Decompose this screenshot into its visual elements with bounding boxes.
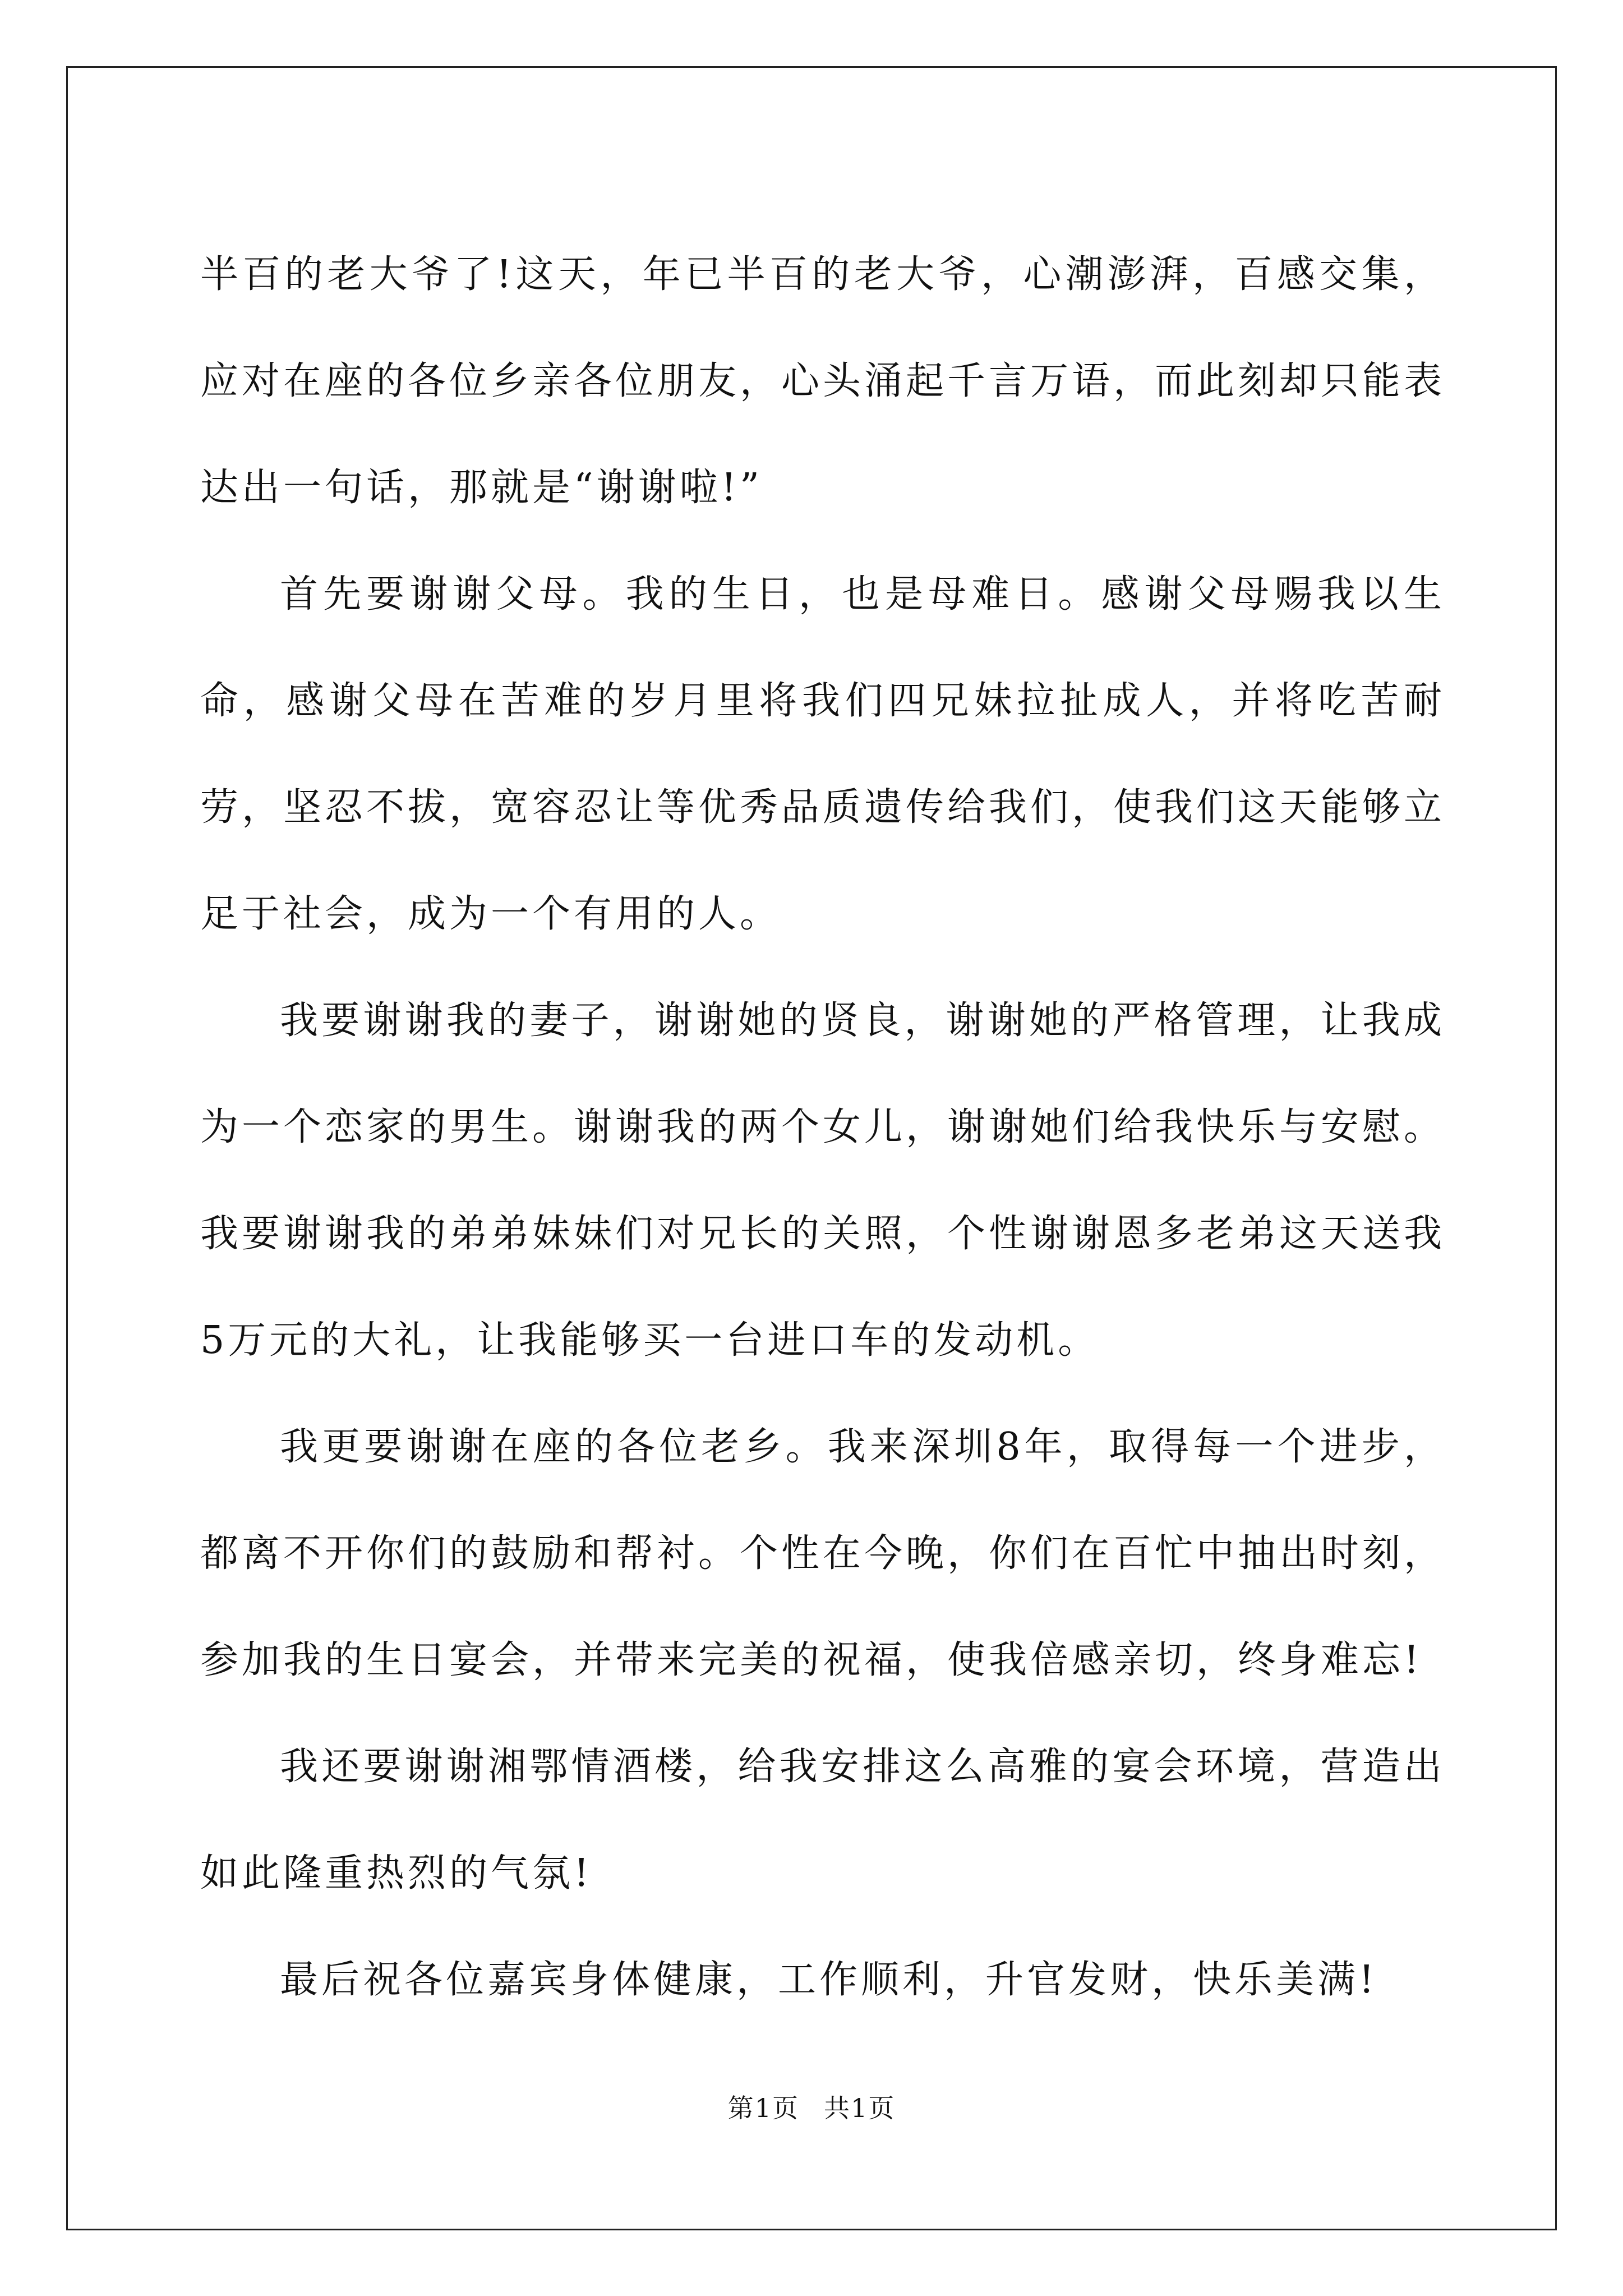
paragraph-1: 半百的老大爷了!这天，年已半百的老大爷，心潮澎湃，百感交集，应对在座的各位乡亲各位朋友，心头涌起千言万语，而此刻却只能表达出一句话，那就是“谢谢啦!” (200, 252, 1446, 510)
paragraph-6: 最后祝各位嘉宾身体健康，工作顺利，升官发财，快乐美满! (280, 1958, 1378, 2002)
paragraph-4: 我更要谢谢在座的各位老乡。我来深圳8年，取得每一个进步，都离不开你们的鼓励和帮衬。个性在今晚，你们在百忙中抽出时刻，参加我的生日宴会，并带来完美的祝福，使我倍感亲切，终身难忘! (200, 1425, 1446, 1682)
document-body (200, 222, 1445, 2033)
paragraph-2: 首先要谢谢父母。我的生日，也是母难日。感谢父母赐我以生命，感谢父母在苦难的岁月里将我们四兄妹拉扯成人，并将吃苦耐劳，坚忍不拔，宽容忍让等优秀品质遗传给我们，使我们这天能够立足于社会，成为一个有用的人。 (200, 572, 1446, 936)
page-footer (0, 2091, 1623, 2125)
paragraph-3: 我要谢谢我的妻子，谢谢她的贤良，谢谢她的严格管理，让我成为一个恋家的男生。谢谢我的两个女儿，谢谢她们给我快乐与安慰。我要谢谢我的弟弟妹妹们对兄长的关照，个性谢谢恩多老弟这天送我5万元的大礼，让我能够买一台进口车的发动机。 (200, 999, 1446, 1363)
page-number: 第1页 (727, 2093, 799, 2123)
page-total: 共1页 (824, 2093, 896, 2123)
paragraph-5: 我还要谢谢湘鄂情酒楼，给我安排这么高雅的宴会环境，营造出如此隆重热烈的气氛! (200, 1745, 1445, 1895)
